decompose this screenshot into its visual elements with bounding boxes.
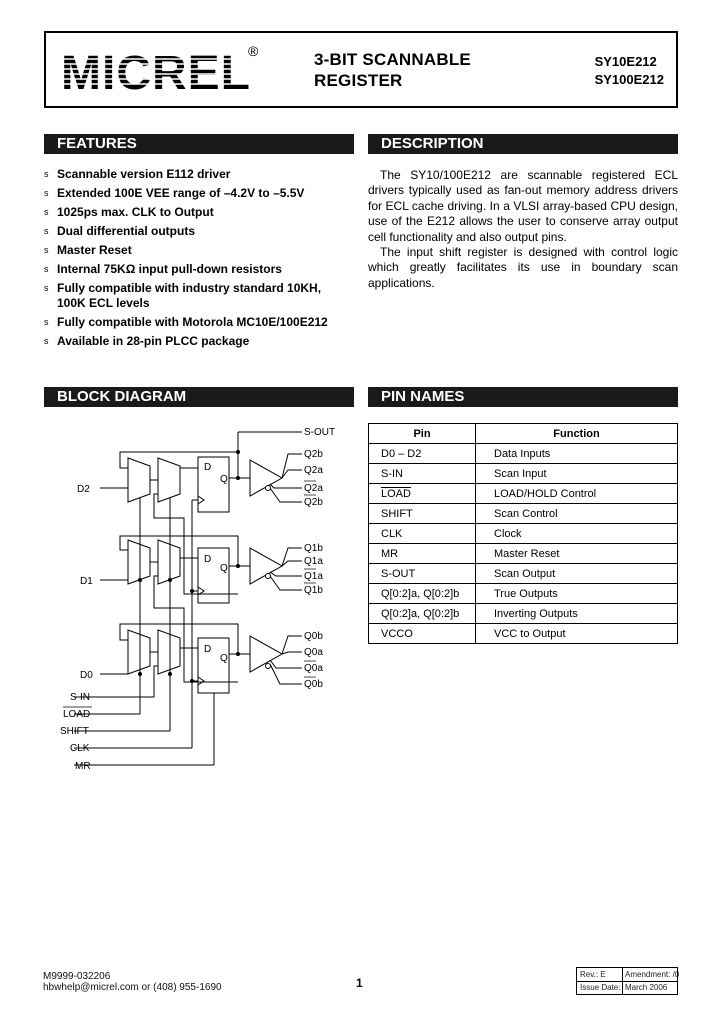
list-item: [44, 281, 354, 311]
column-header-function: Function: [476, 424, 678, 444]
input-label: CLK: [70, 743, 90, 754]
feature-text: Fully compatible with Motorola MC10E/100E212: [57, 315, 328, 329]
function-cell: Scan Control: [476, 504, 678, 524]
pin-names-table: [368, 423, 678, 644]
input-label: D0: [80, 670, 93, 681]
input-label: SHIFT: [60, 726, 89, 737]
issue-label: Issue Date:: [580, 983, 621, 992]
scan-out-label: S-OUT: [304, 427, 336, 438]
bullet-icon: s: [44, 188, 49, 198]
output-label: Q0b: [304, 679, 323, 690]
flip-flop-0: [198, 638, 229, 693]
part-numbers: [595, 53, 664, 89]
pin-cell: D0 – D2: [369, 444, 476, 464]
bullet-icon: s: [44, 317, 49, 327]
flip-flop-1: [198, 548, 229, 603]
description-paragraph-2: The input shift register is designed with control logic which greatly facilitates its use in boundary scan applications.: [368, 245, 678, 290]
table-row: [369, 624, 678, 644]
micrel-logo: [59, 45, 255, 95]
d-label: D: [204, 644, 212, 655]
pin-cell: Q[0:2]a, Q[0:2]b: [369, 604, 476, 624]
feature-text: Scannable version E112 driver: [57, 167, 231, 181]
table-row: [369, 564, 678, 584]
pin-cell: SHIFT: [369, 504, 476, 524]
input-label: S-IN: [70, 692, 90, 703]
list-item: [44, 262, 354, 277]
function-cell: Inverting Outputs: [476, 604, 678, 624]
output-label: Q0a: [304, 663, 323, 674]
description-heading: DESCRIPTION: [368, 134, 678, 154]
output-label: Q1b: [304, 585, 323, 596]
table-row: [369, 484, 678, 504]
doc-number: M9999-032206: [43, 971, 111, 982]
output-label: Q1a: [304, 556, 323, 567]
table-row: [369, 604, 678, 624]
pin-names-heading: PIN NAMES: [368, 387, 678, 407]
input-label: D1: [80, 576, 93, 587]
table-row: [369, 584, 678, 604]
contact-link[interactable]: hbwhelp@micrel.com or (408) 955-1690: [43, 982, 222, 993]
title-line-1: 3-BIT SCANNABLE: [314, 50, 471, 69]
pin-cell: S-IN: [369, 464, 476, 484]
output-label: Q1b: [304, 543, 323, 554]
list-item: [44, 167, 354, 182]
q-label: Q: [220, 474, 228, 485]
block-diagram: [44, 418, 354, 778]
bullet-icon: s: [44, 264, 49, 274]
bullet-icon: s: [44, 226, 49, 236]
output-label: Q2a: [304, 483, 323, 494]
pin-cell: LOAD: [369, 484, 476, 504]
output-label: Q1a: [304, 571, 323, 582]
issue-date: March 2006: [625, 983, 668, 992]
logo-text: MICREL: [61, 47, 251, 95]
registered-mark: ®: [248, 43, 259, 59]
footer-info: [43, 971, 222, 993]
function-cell: Scan Input: [476, 464, 678, 484]
output-label: Q0b: [304, 631, 323, 642]
mux-icon: [158, 630, 180, 674]
block-diagram-heading: BLOCK DIAGRAM: [44, 387, 354, 407]
list-item: [44, 334, 354, 349]
output-label: Q2b: [304, 497, 323, 508]
mux-icon: [158, 458, 180, 502]
feature-text: Available in 28-pin PLCC package: [57, 334, 250, 348]
feature-text: Master Reset: [57, 243, 132, 257]
description-paragraph-1: The SY10/100E212 are scannable registered ECL drivers typically used as fan-out memory address drivers for ECL cache driving. In a VLSI array-based CPU design, use of the E212 allows the user to conserve array output cell functionality and also output pins.: [368, 168, 678, 244]
input-label: D2: [77, 484, 90, 495]
pin-cell: Q[0:2]a, Q[0:2]b: [369, 584, 476, 604]
output-buffer-icon: [250, 548, 282, 584]
table-header-row: [369, 424, 678, 444]
pin-cell: S-OUT: [369, 564, 476, 584]
amendment-label: Amendment: /0: [625, 970, 680, 979]
bullet-icon: s: [44, 336, 49, 346]
pin-cell: VCCO: [369, 624, 476, 644]
list-item: [44, 243, 354, 258]
q-label: Q: [220, 653, 228, 664]
list-item: [44, 315, 354, 330]
list-item: [44, 186, 354, 201]
table-row: [369, 524, 678, 544]
datasheet-header: [44, 31, 678, 108]
bullet-icon: s: [44, 245, 49, 255]
feature-text: Fully compatible with industry standard 10KH, 100K ECL levels: [57, 281, 322, 310]
table-row: [369, 464, 678, 484]
part-number-2: SY100E212: [594, 72, 664, 87]
feature-text: 1025ps max. CLK to Output: [57, 205, 214, 219]
function-cell: Data Inputs: [476, 444, 678, 464]
features-list: [44, 167, 354, 353]
mux-icon: [128, 458, 150, 502]
function-cell: True Outputs: [476, 584, 678, 604]
page-title: [314, 49, 471, 91]
bullet-icon: s: [44, 169, 49, 179]
description-body: [368, 168, 678, 291]
feature-text: Dual differential outputs: [57, 224, 195, 238]
bullet-icon: s: [44, 283, 49, 293]
features-heading: FEATURES: [44, 134, 354, 154]
output-label: Q2a: [304, 465, 323, 476]
function-cell: VCC to Output: [476, 624, 678, 644]
table-row: [369, 544, 678, 564]
list-item: [44, 205, 354, 220]
function-cell: Scan Output: [476, 564, 678, 584]
revision-box: [576, 967, 678, 995]
table-row: [369, 504, 678, 524]
mux-icon: [128, 540, 150, 584]
output-label: Q0a: [304, 647, 323, 658]
rev-label: Rev.: E: [580, 970, 606, 979]
page-number: 1: [356, 976, 363, 990]
input-label: LOAD: [63, 709, 91, 720]
title-line-2: REGISTER: [314, 71, 403, 90]
function-cell: LOAD/HOLD Control: [476, 484, 678, 504]
input-label: MR: [75, 761, 91, 772]
output-buffer-icon: [250, 460, 282, 496]
q-label: Q: [220, 563, 228, 574]
function-cell: Master Reset: [476, 544, 678, 564]
d-label: D: [204, 462, 212, 473]
mux-icon: [158, 540, 180, 584]
list-item: [44, 224, 354, 239]
mux-icon: [128, 630, 150, 674]
column-header-pin: Pin: [369, 424, 476, 444]
bullet-icon: s: [44, 207, 49, 217]
table-row: [369, 444, 678, 464]
pin-cell: MR: [369, 544, 476, 564]
feature-text: Extended 100E VEE range of –4.2V to –5.5V: [57, 186, 305, 200]
function-cell: Clock: [476, 524, 678, 544]
d-label: D: [204, 554, 212, 565]
feature-text: Internal 75KΩ input pull-down resistors: [57, 262, 282, 276]
pin-cell: CLK: [369, 524, 476, 544]
output-label: Q2b: [304, 449, 323, 460]
part-number-1: SY10E212: [594, 54, 657, 69]
